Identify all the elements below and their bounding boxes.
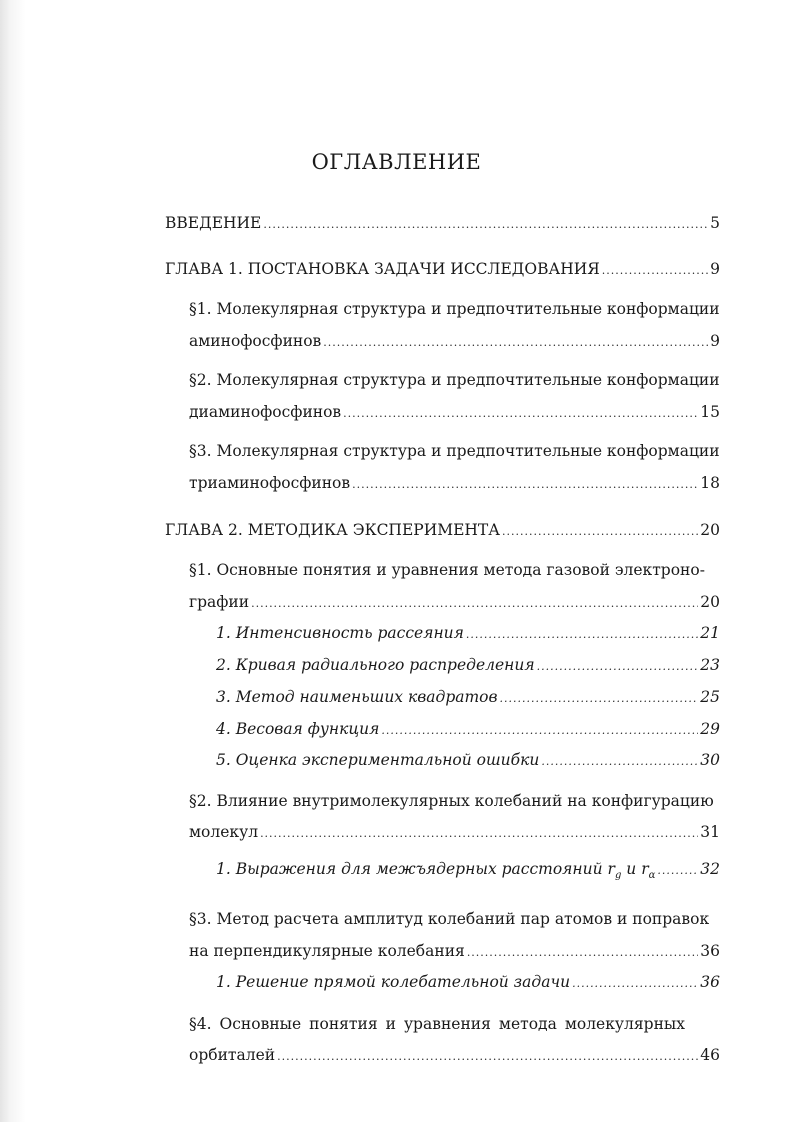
toc-label: молекул: [189, 823, 259, 841]
toc-page: 46: [700, 1046, 720, 1064]
symbol-r: r: [607, 860, 615, 878]
leader-dots: [466, 623, 698, 647]
toc-page: 36: [700, 973, 720, 991]
toc-page: 5: [710, 214, 720, 232]
toc-page: 25: [700, 688, 720, 706]
toc-subitem[interactable]: [216, 685, 720, 709]
toc-label: 4. Весовая функция: [216, 720, 380, 738]
toc-page: 23: [700, 656, 720, 674]
toc-page: 20: [700, 521, 720, 539]
leader-dots: [381, 719, 698, 743]
toc-label: [216, 857, 655, 888]
subscript-alpha: α: [648, 870, 656, 882]
toc-section-text: §3. Молекулярная структура и предпочтительные конформации: [189, 442, 720, 460]
toc-label: диаминофосфинов: [189, 403, 342, 421]
toc-page: 21: [700, 624, 720, 642]
toc-label: орбиталей: [189, 1046, 276, 1064]
leader-dots: [277, 1045, 698, 1069]
toc-label: 3. Метод наименьших квадратов: [216, 688, 498, 706]
leader-dots: [572, 972, 698, 996]
leader-dots: [467, 941, 698, 965]
toc-page: 30: [700, 751, 720, 769]
conjunction: и: [621, 860, 642, 878]
toc-section-text: §4. Основные понятия и уравнения метода молекулярных: [189, 1015, 685, 1033]
toc-page: 32: [700, 860, 720, 878]
symbol-r: r: [641, 860, 649, 878]
toc-subitem[interactable]: [216, 970, 720, 994]
leader-dots: [602, 259, 708, 283]
toc-entry-ch2-s1[interactable]: [189, 590, 720, 614]
toc-section-text: §1. Молекулярная структура и предпочтительные конформации: [189, 300, 720, 318]
toc-entry-ch1-s3[interactable]: [189, 471, 720, 495]
toc-section-text: §2. Влияние внутримолекулярных колебаний на конфигурацию: [189, 792, 714, 810]
toc-entry-intro[interactable]: [165, 211, 720, 235]
toc-entry-ch2-s2[interactable]: [189, 820, 720, 844]
toc-label: 2. Кривая радиального распределения: [216, 656, 535, 674]
subscript-g: g: [614, 870, 622, 882]
toc-entry-ch1-s2[interactable]: [189, 400, 720, 424]
toc-subitem[interactable]: [216, 621, 720, 645]
leader-dots: [541, 750, 698, 774]
toc-page: 36: [700, 942, 720, 960]
toc-entry-ch1-s1[interactable]: [189, 329, 720, 353]
leader-dots: [657, 859, 698, 883]
toc-subitem[interactable]: [216, 857, 720, 881]
leader-dots: [343, 402, 698, 426]
toc-page: 15: [700, 403, 720, 421]
toc-page: 18: [700, 474, 720, 492]
leader-dots: [251, 592, 698, 616]
toc-label: 5. Оценка экспериментальной ошибки: [216, 751, 540, 769]
toc-page: 20: [700, 593, 720, 611]
toc-entry-ch2-s3[interactable]: [189, 939, 720, 963]
toc-subitem[interactable]: [216, 748, 720, 772]
page-title: ОГЛАВЛЕНИЕ: [311, 150, 482, 174]
toc-label: на перпендикулярные колебания: [189, 942, 465, 960]
toc-label: ГЛАВА 2. МЕТОДИКА ЭКСПЕРИМЕНТА: [165, 521, 500, 539]
toc-section-text: §3. Метод расчета амплитуд колебаний пар атомов и поправок: [189, 910, 710, 928]
toc-entry-ch2-s4[interactable]: [189, 1043, 720, 1067]
toc-section-text: §1. Основные понятия и уравнения метода газовой электроно-: [189, 561, 705, 579]
leader-dots: [502, 520, 698, 544]
leader-dots: [260, 822, 698, 846]
formula-prefix: 1. Выражения для межъядерных расстояний: [216, 860, 608, 878]
toc-page: 9: [710, 332, 720, 350]
toc-label: ВВЕДЕНИЕ: [165, 214, 262, 232]
toc-page: 31: [700, 823, 720, 841]
toc-label: графии: [189, 593, 250, 611]
toc-subitem[interactable]: [216, 717, 720, 741]
leader-dots: [537, 655, 699, 679]
leader-dots: [500, 687, 699, 711]
toc-entry-chapter1[interactable]: [165, 257, 720, 281]
leader-dots: [323, 331, 708, 355]
toc-section-text: §2. Молекулярная структура и предпочтительные конформации: [189, 371, 720, 389]
toc-label: ГЛАВА 1. ПОСТАНОВКА ЗАДАЧИ ИССЛЕДОВАНИЯ: [165, 260, 600, 278]
toc-label: 1. Интенсивность рассеяния: [216, 624, 464, 642]
toc-label: 1. Решение прямой колебательной задачи: [216, 973, 571, 991]
toc-entry-chapter2[interactable]: [165, 518, 720, 542]
toc-page: 9: [710, 260, 720, 278]
toc-subitem[interactable]: [216, 653, 720, 677]
toc-label: триаминофосфинов: [189, 474, 351, 492]
toc-page: 29: [700, 720, 720, 738]
leader-dots: [263, 213, 708, 237]
leader-dots: [352, 473, 698, 497]
toc-label: аминофосфинов: [189, 332, 322, 350]
